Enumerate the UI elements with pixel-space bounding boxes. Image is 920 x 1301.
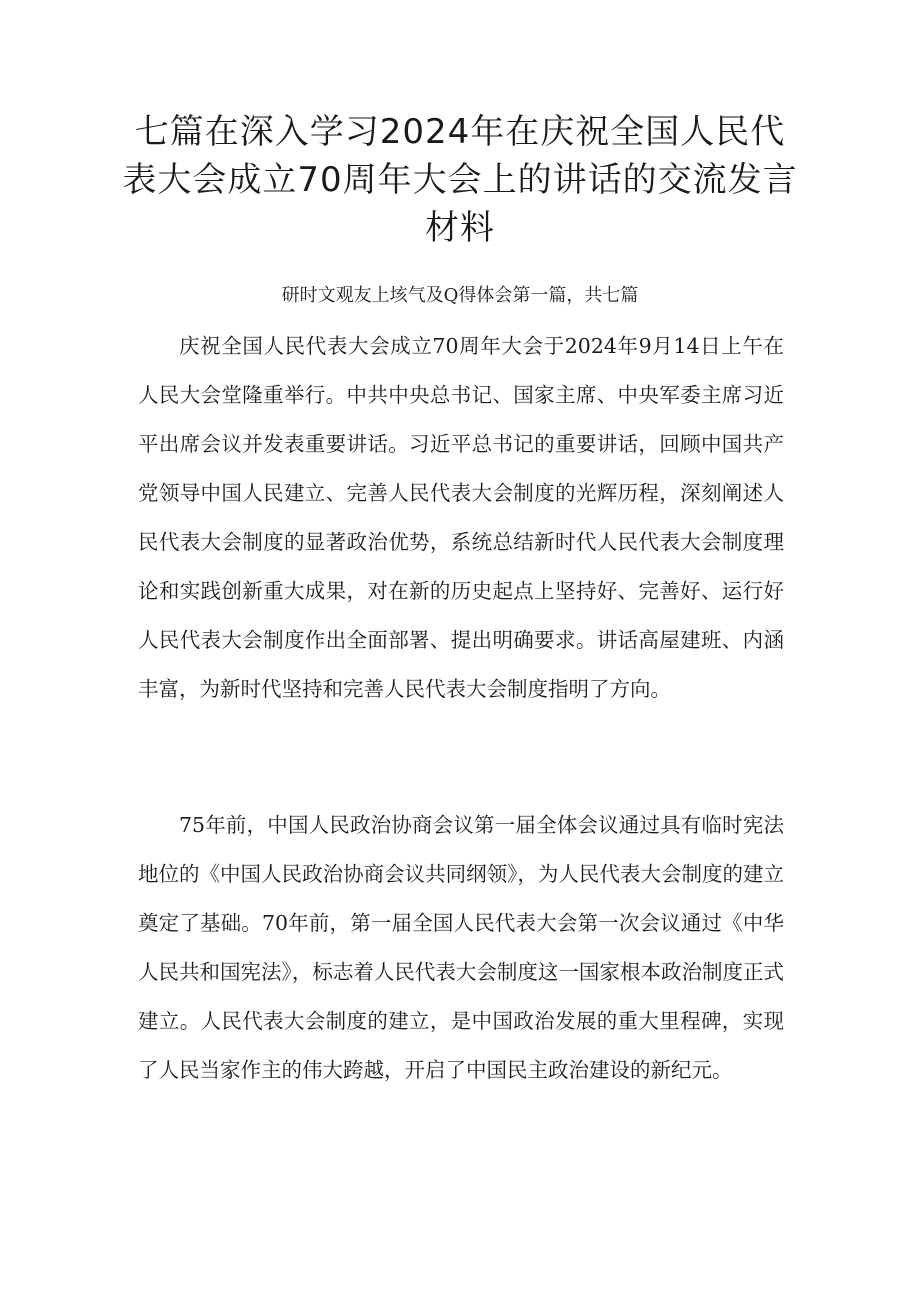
paragraph-2: 75年前，中国人民政治协商会议第一届全体会议通过具有临时宪法地位的《中国人民政治协商会议共同纲领》，为人民代表大会制度的建立奠定了基础。70年前，第一届全国人民代表大会第一次会议通过《中华人民共和国宪法》，标志着人民代表大会制度这一国家根本政治制度正式建立。人民代表大会制度的建立，是中国政治发展的重大里程碑，实现了人民当家作主的伟大跨越，开启了中国民主政治建设的新纪元。 (138, 813, 784, 1082)
document-title: 七篇在深入学习2024年在庆祝全国人民代表大会成立70周年大会上的讲话的交流发言材料 (122, 112, 798, 248)
document-subtitle: 研时文观友上垓气及Q得体会第一篇，共七篇 (281, 285, 639, 306)
paragraph-1: 庆祝全国人民代表大会成立70周年大会于2024年9月14日上午在人民大会堂隆重举行。中共中央总书记、国家主席、中央军委主席习近平出席会议并发表重要讲话。习近平总书记的重要讲话，回顾中国共产党领导中国人民建立、完善人民代表大会制度的光辉历程，深刻阐述人民代表大会制度的显著政治优势，系统总结新时代人民代表大会制度理论和实践创新重大成果，对在新的历史起点上坚持好、完善好、运行好人民代表大会制度作出全面部署、提出明确要求。讲话高屋建班、内涵丰富，为新时代坚持和完善人民代表大会制度指明了方向。 (138, 334, 784, 701)
